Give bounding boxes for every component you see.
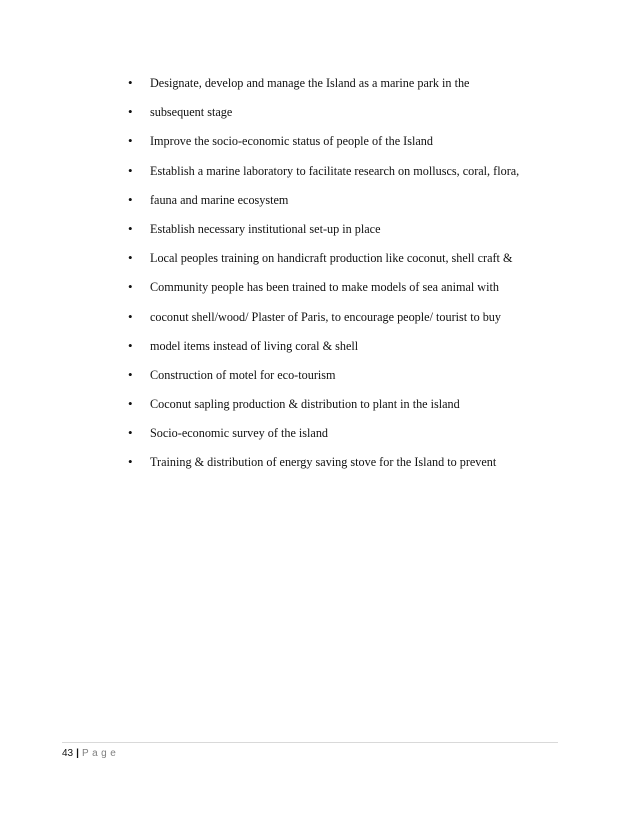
bullet-icon: • (128, 308, 133, 324)
bullet-list (128, 74, 548, 483)
bullet-text: Local peoples training on handicraft production like coconut, shell craft & (150, 251, 513, 266)
page-separator: | (76, 748, 79, 759)
bullet-icon: • (128, 366, 133, 382)
bullet-icon: • (128, 396, 133, 412)
bullet-icon: • (128, 425, 133, 441)
bullet-text: Designate, develop and manage the Island as a marine park in the (150, 76, 470, 90)
bullet-text: fauna and marine ecosystem (150, 192, 289, 207)
bullet-text: Socio-economic survey of the island (150, 426, 329, 441)
page-number: 43 (62, 748, 74, 759)
bullet-icon: • (128, 133, 133, 149)
bullet-item (128, 74, 548, 103)
bullet-item (128, 424, 548, 453)
bullet-text: model items instead of living coral & shell (150, 338, 359, 353)
bullet-item (128, 453, 548, 482)
bullet-item (128, 308, 548, 337)
bullet-icon: • (128, 75, 133, 90)
bullet-text: Construction of motel for eco-tourism (150, 367, 336, 382)
bullet-icon: • (128, 454, 133, 470)
bullet-text: Community people has been trained to make models of sea animal with (150, 280, 499, 295)
bullet-text: Coconut sapling production & distribution to plant in the island (150, 397, 460, 412)
bullet-item (128, 103, 548, 132)
bullet-item (128, 337, 548, 366)
bullet-icon: • (128, 104, 133, 120)
bullet-text: coconut shell/wood/ Plaster of Paris, to encourage people/ tourist to buy (150, 309, 501, 324)
footer-divider (62, 742, 558, 743)
bullet-item (128, 395, 548, 424)
bullet-text: Improve the socio-economic status of people of the Island (150, 134, 433, 149)
bullet-item (128, 249, 548, 278)
footer-page-label (62, 747, 119, 761)
bullet-text: Establish necessary institutional set-up in place (150, 221, 381, 236)
bullet-icon: • (128, 191, 133, 207)
bullet-item (128, 162, 548, 191)
bullet-icon: • (128, 220, 133, 236)
bullet-item (128, 366, 548, 395)
page-word: Page (81, 748, 120, 759)
bullet-icon: • (128, 337, 133, 353)
bullet-item (128, 191, 548, 220)
bullet-icon: • (128, 162, 133, 178)
bullet-icon: • (128, 250, 133, 266)
bullet-icon: • (128, 279, 133, 295)
bullet-text: Establish a marine laboratory to facilitate research on molluscs, coral, flora, (150, 163, 520, 178)
bullet-text: subsequent stage (150, 105, 233, 120)
bullet-item (128, 132, 548, 161)
bullet-item (128, 278, 548, 307)
bullet-text: Training & distribution of energy saving stove for the Island to prevent (150, 455, 497, 470)
bullet-item (128, 220, 548, 249)
